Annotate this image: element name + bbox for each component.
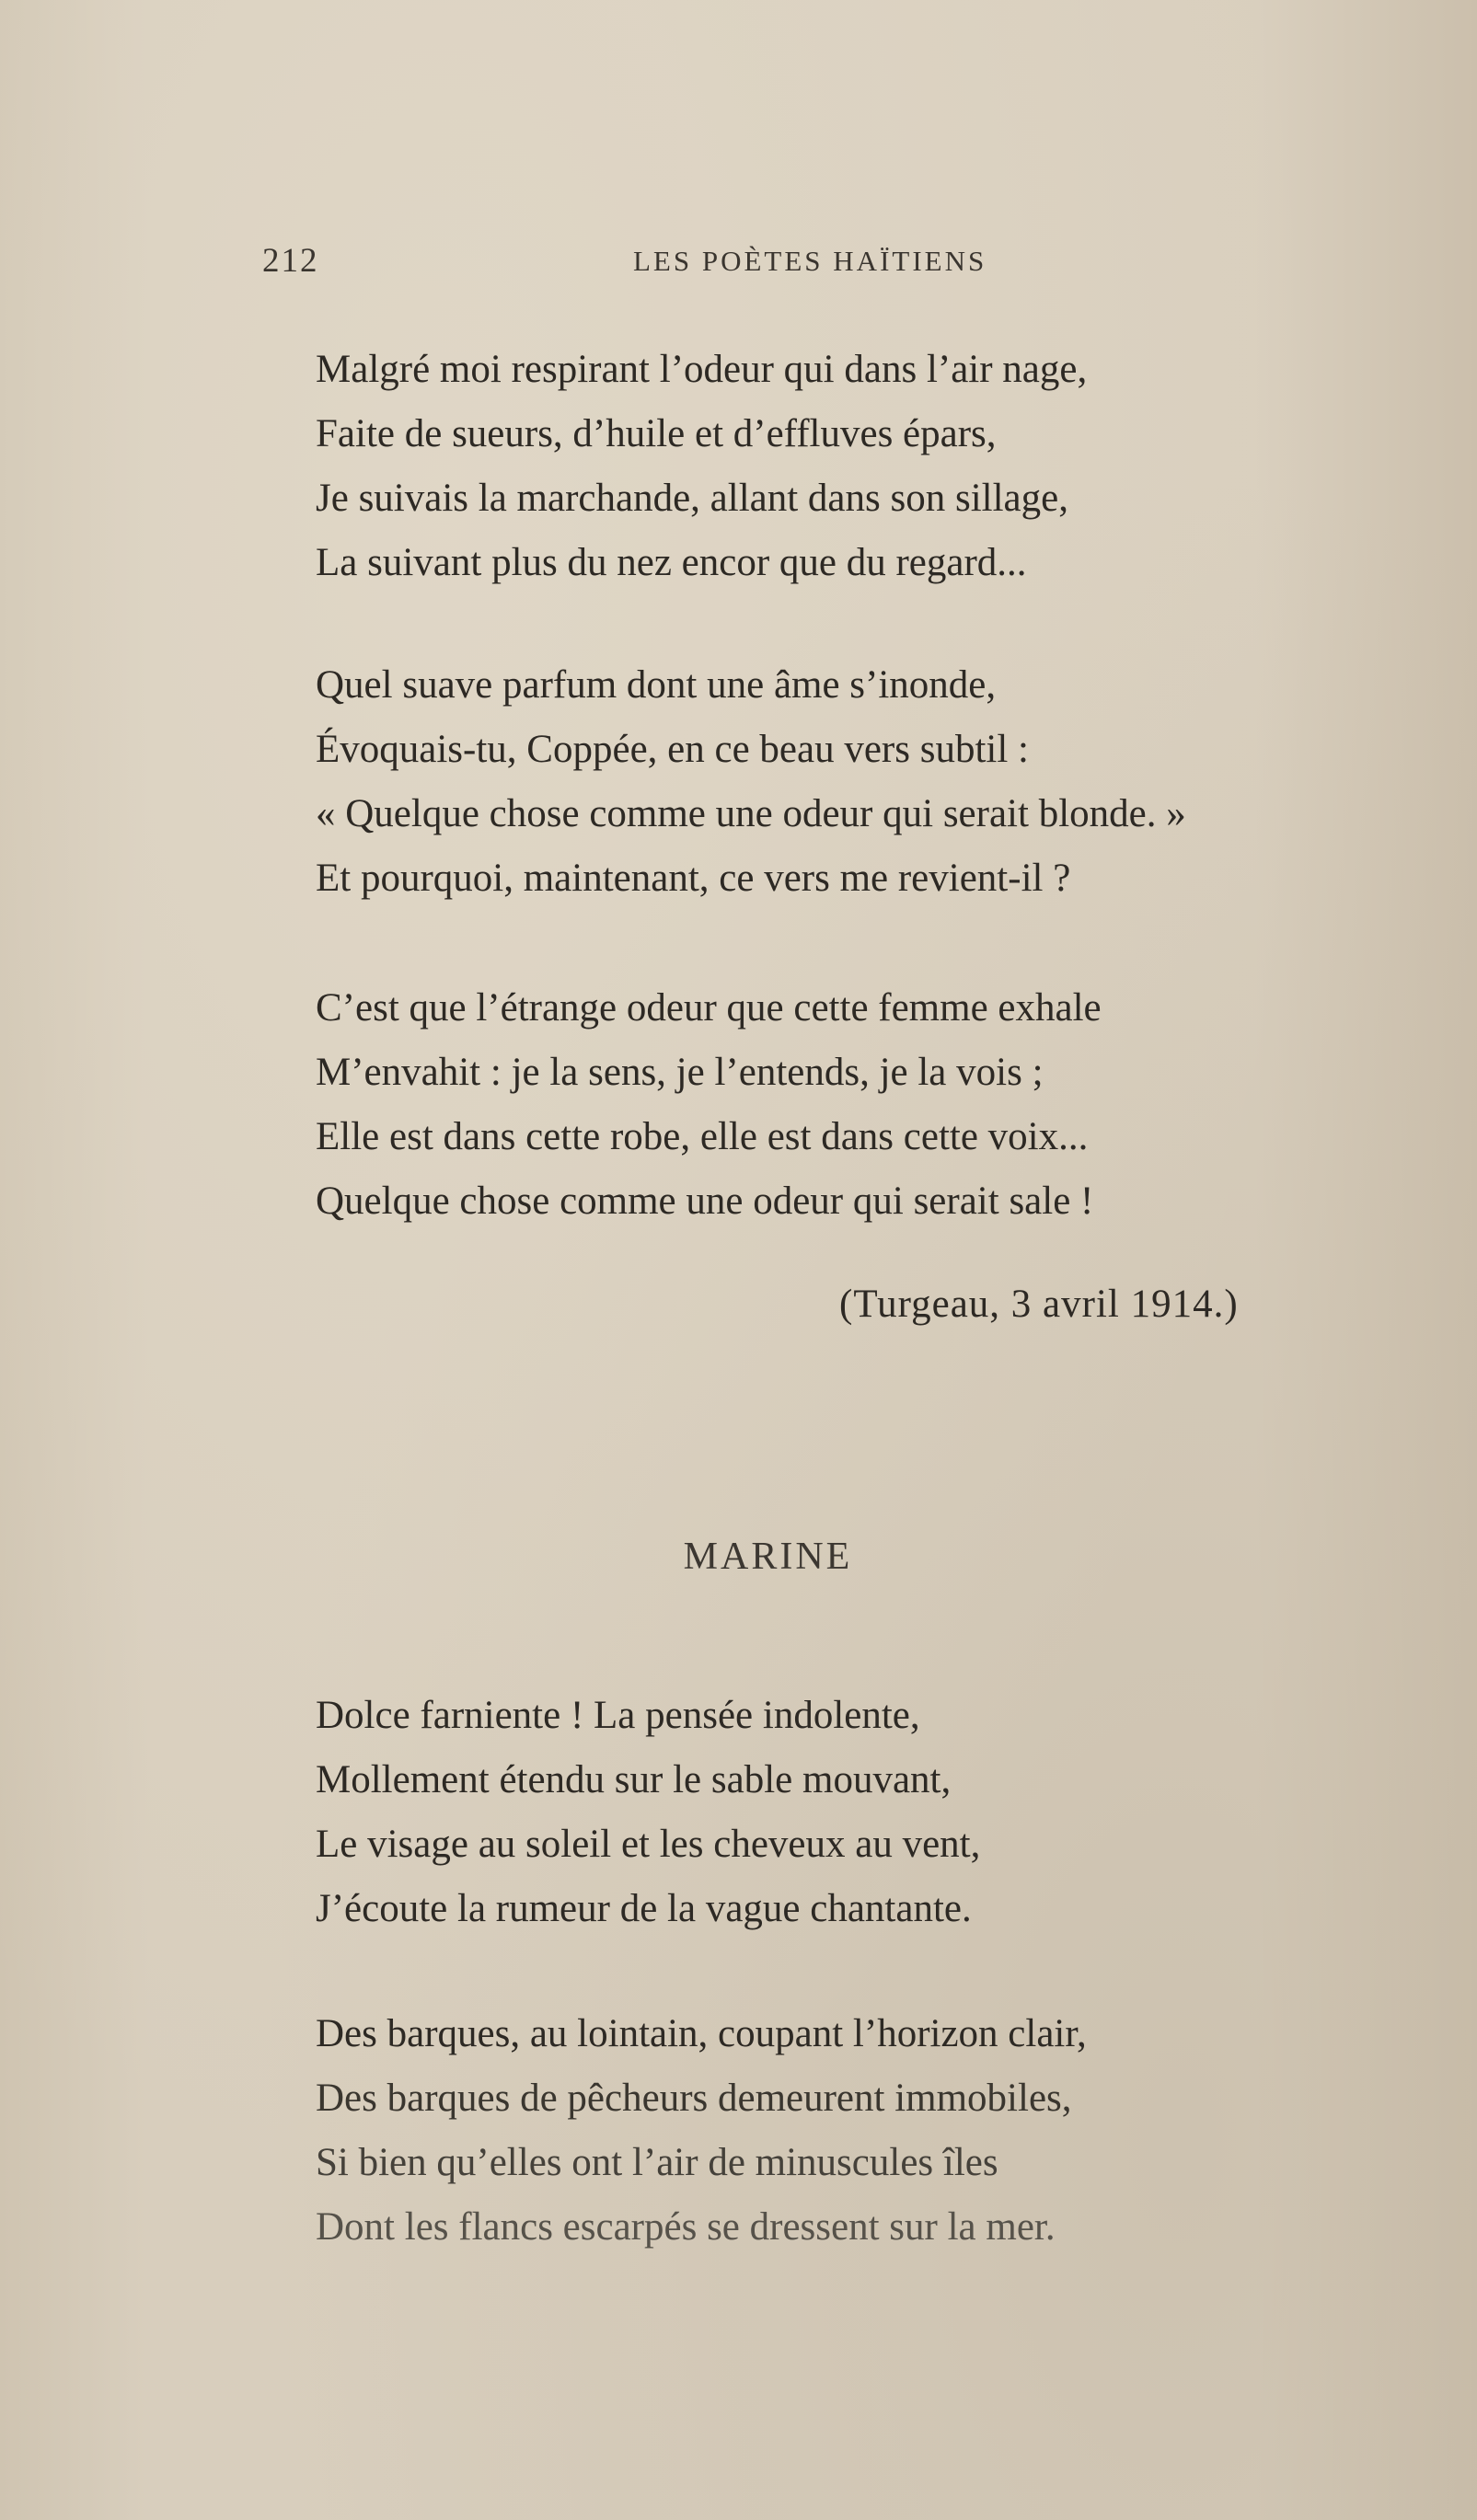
poem-dateline: (Turgeau, 3 avril 1914.)	[839, 1283, 1239, 1326]
verse-line: M’envahit : je la sens, je l’entends, je la vois ;	[316, 1051, 1044, 1094]
verse-line: Et pourquoi, maintenant, ce vers me revient-il ?	[316, 857, 1071, 900]
verse-line: Dont les flancs escarpés se dressent sur la mer.	[316, 2205, 1056, 2249]
verse-line: Faite de sueurs, d’huile et d’effluves épars,	[316, 412, 997, 455]
verse-line: C’est que l’étrange odeur que cette femme exhale	[316, 986, 1102, 1030]
poem-title-text: MARINE	[683, 1536, 853, 1578]
marine-stanza-2	[316, 2002, 1087, 2260]
verse-line: Le visage au soleil et les cheveux au vent,	[316, 1823, 981, 1866]
verse-line: Mollement étendu sur le sable mouvant,	[316, 1758, 952, 1801]
verse-line: Des barques, au lointain, coupant l’horizon clair,	[316, 2012, 1087, 2055]
page-number: 212	[262, 242, 319, 280]
marine-stanza-1	[316, 1684, 980, 1941]
verse-line: Dolce farniente ! La pensée indolente,	[316, 1694, 920, 1737]
verse-line: Quelque chose comme une odeur qui serait sale !	[316, 1179, 1094, 1223]
stanza-1	[316, 338, 1087, 595]
verse-line: « Quelque chose comme une odeur qui serait blonde. »	[316, 792, 1186, 835]
stanza-3	[316, 976, 1102, 1234]
running-title: LES POÈTES HAÏTIENS	[633, 245, 987, 277]
verse-line: Évoquais-tu, Coppée, en ce beau vers subtil :	[316, 728, 1029, 771]
verse-line: Malgré moi respirant l’odeur qui dans l’air nage,	[316, 348, 1088, 391]
verse-line: Je suivais la marchande, allant dans son sillage,	[316, 477, 1068, 520]
verse-line: Si bien qu’elles ont l’air de minuscules îles	[316, 2141, 998, 2184]
stanza-2	[316, 653, 1186, 911]
poem-title	[0, 1535, 1477, 1579]
page-header	[262, 241, 1072, 296]
verse-line: Des barques de pêcheurs demeurent immobiles,	[316, 2077, 1072, 2120]
verse-line: Elle est dans cette robe, elle est dans cette voix...	[316, 1115, 1089, 1158]
verse-line: J’écoute la rumeur de la vague chantante.	[316, 1887, 972, 1930]
verse-line: Quel suave parfum dont une âme s’inonde,	[316, 663, 997, 707]
verse-line: La suivant plus du nez encor que du regard...	[316, 541, 1027, 584]
